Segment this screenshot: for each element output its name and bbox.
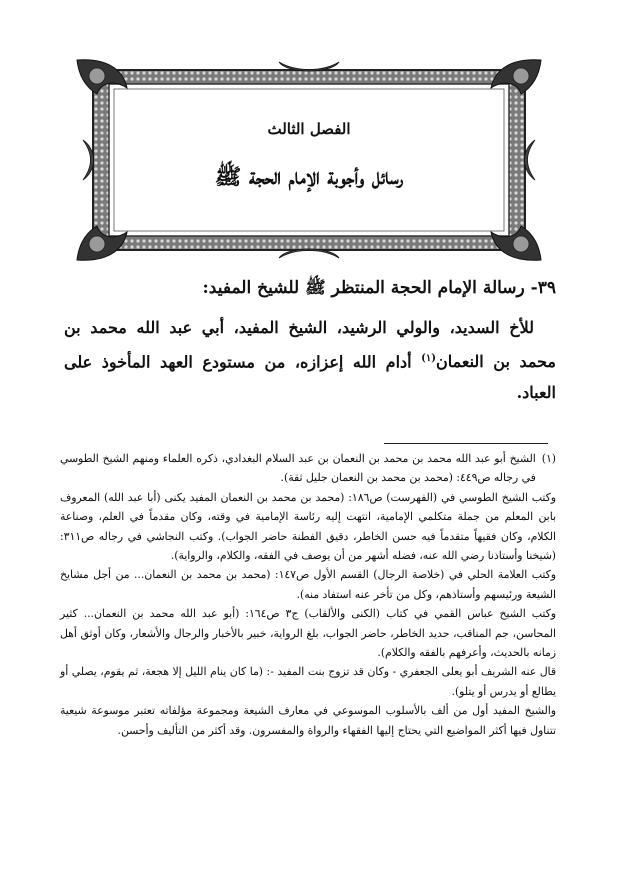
- body-text-part1: للأخ السديد، والولي الرشيد، الشيخ المفيد، أبي عبد الله محمد بن محمد بن النعمان: [64, 318, 557, 372]
- footnote-paragraph: وكتب العلامة الحلي في (خلاصة الرجال) القسم الأول ص١٤٧: (محمد بن محمد بن النعمان... من أجل مشايخ الشيعة ورئيسهم وأستاذهم، وكل من تأخر عنه استفاد منه).: [60, 568, 556, 601]
- footnote-separator: [384, 443, 548, 444]
- footnote-paragraph: وكتب الشيخ عباس القمي في كتاب (الكنى والألقاب) ج٣ ص١٦٤: (أبو عبد الله محمد بن النعمان... كثير المحاسن، جم المناقب، حديد الخاطر، حاضر الجواب، بلغ الرواية، خبير بالأخبار والرجال والأشعار، وكان أوثق أهل زمانه بالحديث، وأعرفهم بالفقه والكلام).: [60, 607, 556, 660]
- ornament-border-icon: [75, 58, 543, 262]
- footnote-marker: (١): [421, 353, 436, 364]
- body-text-part2: أدام الله إعزازه، من مستودع العهد المأخوذ على العباد.: [64, 352, 556, 403]
- footnotes: [60, 449, 556, 740]
- footnote-item: [60, 449, 556, 488]
- chapter-title: رسائل وأجوبة الإمام الحجة ﷺ: [214, 164, 404, 190]
- footnote-paragraph: قال عنه الشريف أبو يعلى الجعفري - وكان قد تزوج بنت المفيد -: (ما كان ينام الليل إلا هجعة، ثم يقوم، يصلي أو يطالع أو يدرس أو يتلو).: [60, 665, 556, 698]
- body-paragraph: [64, 312, 556, 408]
- footnote-number: (١): [541, 452, 556, 465]
- footnote-paragraph: الشيخ أبو عبد الله محمد بن محمد بن النعمان بن عبد السلام البغدادي، ذكره العلماء ومنهم الشيخ الطوسي في رجاله ص٤٤٩: (محمد بن محمد بن النعمان جليل ثقة).: [60, 452, 536, 485]
- ornamental-frame: [75, 58, 543, 262]
- footnote-paragraph: وكتب الشيخ الطوسي في (الفهرست) ص١٨٦: (محمد بن محمد بن النعمان المفيد يكنى (أبا عبد الله) المعروف بابن المعلم من جملة متكلمي الإمامية، انتهت إليه رئاسة الإمامية في وقته، وكان مقدماً في العلم، وصناعة الكلام، وكان فقيهاً متقدماً فيه حسن الخاطر، دقيق الفطنة حاضر الجواب). وكتب النجاشي في رجاله ص٣١١: (شيخنا وأستاذنا رضي الله عنه، فضله أشهر من أن يوصف في الفقه، والكلام، والرواية).: [60, 490, 556, 563]
- chapter-label: الفصل الثالث: [267, 120, 351, 138]
- section-heading: ٣٩- رسالة الإمام الحجة المنتظر ﷺ للشيخ المفيد:: [202, 278, 556, 298]
- footnote-paragraph: والشيخ المفيد أول من ألف بالأسلوب الموسوعي في معارف الشيعة ومجموعة مؤلفاته تعتبر موسوعة شيعية تتناول فيها أكثر المواضيع التي يحتاج إليها الفقهاء والرواة والمفسرون. وقد أكثر من التأليف وأحسن.: [60, 704, 556, 737]
